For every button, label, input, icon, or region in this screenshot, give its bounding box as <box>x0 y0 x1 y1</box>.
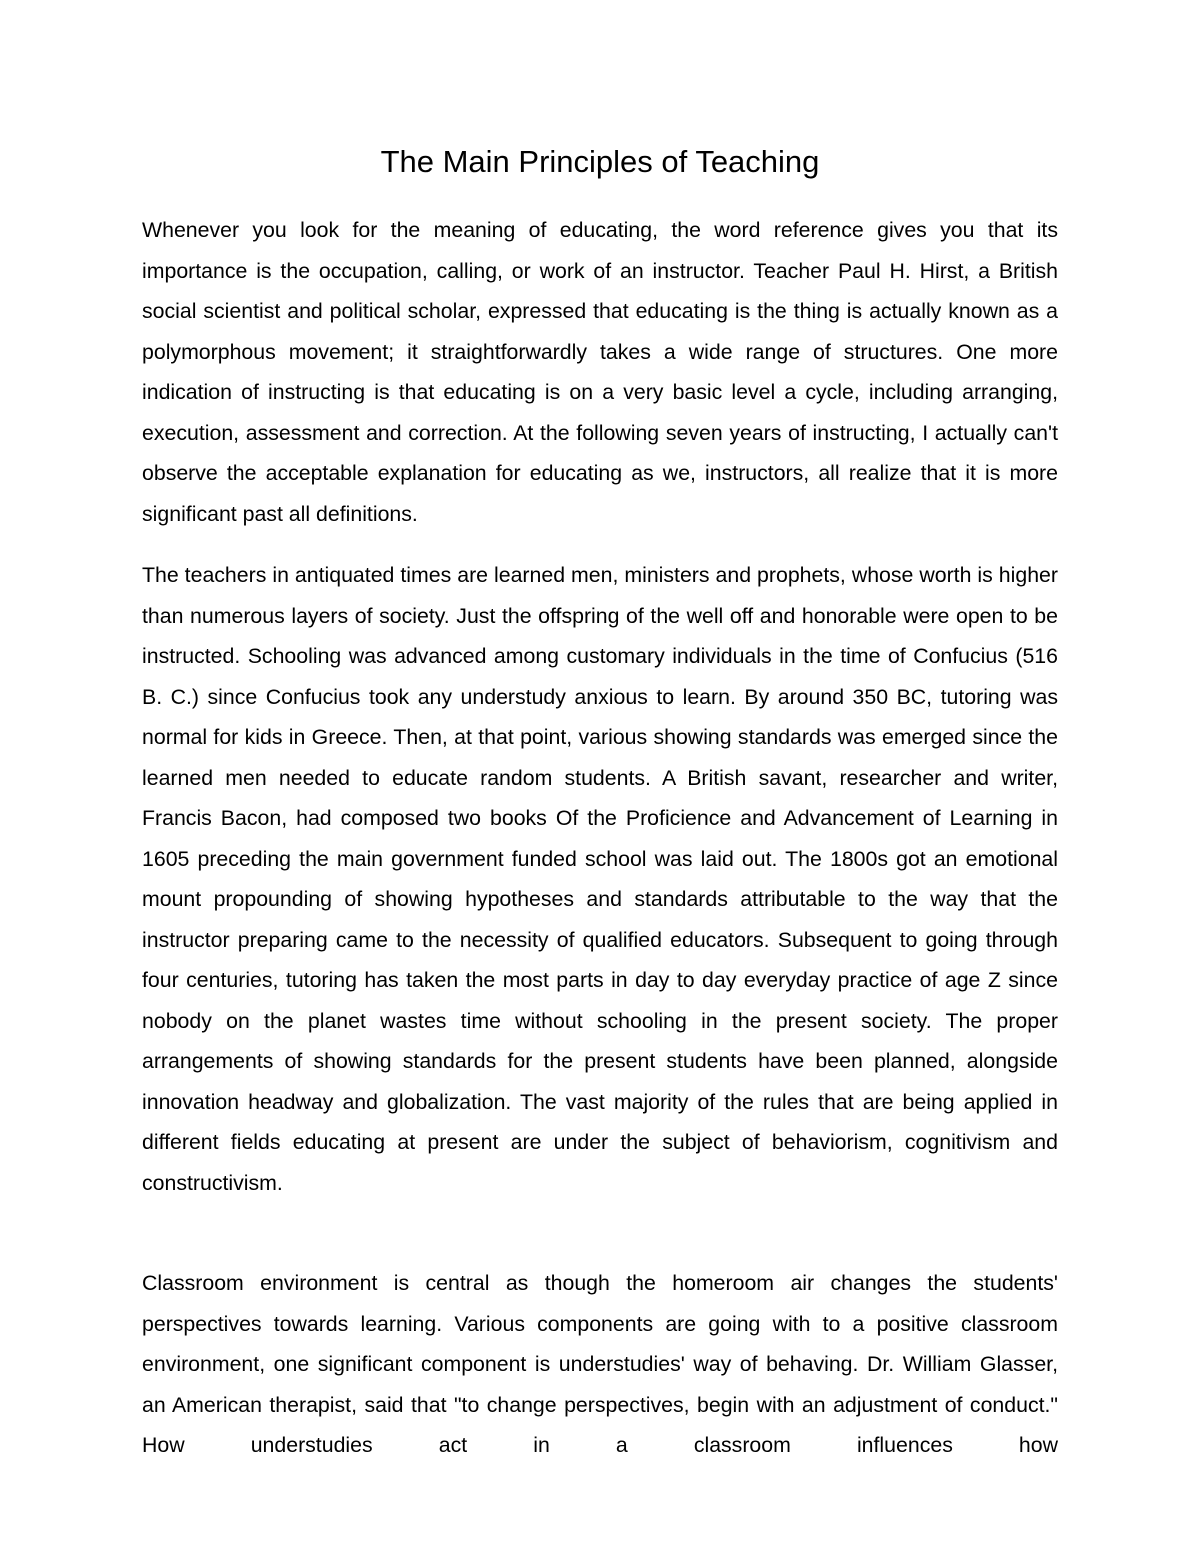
paragraph-1: Whenever you look for the meaning of educating, the word reference gives you that its importance is the occupation, calling, or work of an instructor. Teacher Paul H. Hirst, a British social scientist and political scholar, expressed that educating is the thing is actually known as a polymorphous movement; it straightforwardly takes a wide range of structures. One more indication of instructing is that educating is on a very basic level a cycle, including arranging, execution, assessment and correction. At the following seven years of instructing, I actually can't observe the acceptable explanation for educating as we, instructors, all realize that it is more significant past all definitions. <box>142 218 1058 526</box>
document-title: The Main Principles of Teaching <box>380 144 820 179</box>
paragraph-3: Classroom environment is central as though the homeroom air changes the students' perspectives towards learning. Various components are going with to a positive classroom environment, one significant component is understudies' way of behaving. Dr. William Glasser, an American therapist, said that "to change perspectives, begin with an adjustment of conduct." How understudies act in a classroom influences how <box>142 1271 1058 1457</box>
paragraph-2: The teachers in antiquated times are learned men, ministers and prophets, whose worth is higher than numerous layers of society. Just the offspring of the well off and honorable were open to be instructed. Schooling was advanced among customary individuals in the time of Confucius (516 B. C.) since Confucius took any understudy anxious to learn. By around 350 BC, tutoring was normal for kids in Greece. Then, at that point, various showing standards was emerged since the learned men needed to educate random students. A British savant, researcher and writer, Francis Bacon, had composed two books Of the Proficience and Advancement of Learning in 1605 preceding the main government funded school was laid out. The 1800s got an emotional mount propounding of showing hypotheses and standards attributable to the way that the instructor preparing came to the necessity of qualified educators. Subsequent to going through four centuries, tutoring has taken the most parts in day to day everyday practice of age Z since nobody on the planet wastes time without schooling in the present society. The proper arrangements of showing standards for the present students have been planned, alongside innovation headway and globalization. The vast majority of the rules that are being applied in different fields educating at present are under the subject of behaviorism, cognitivism and constructivism. <box>142 563 1058 1195</box>
